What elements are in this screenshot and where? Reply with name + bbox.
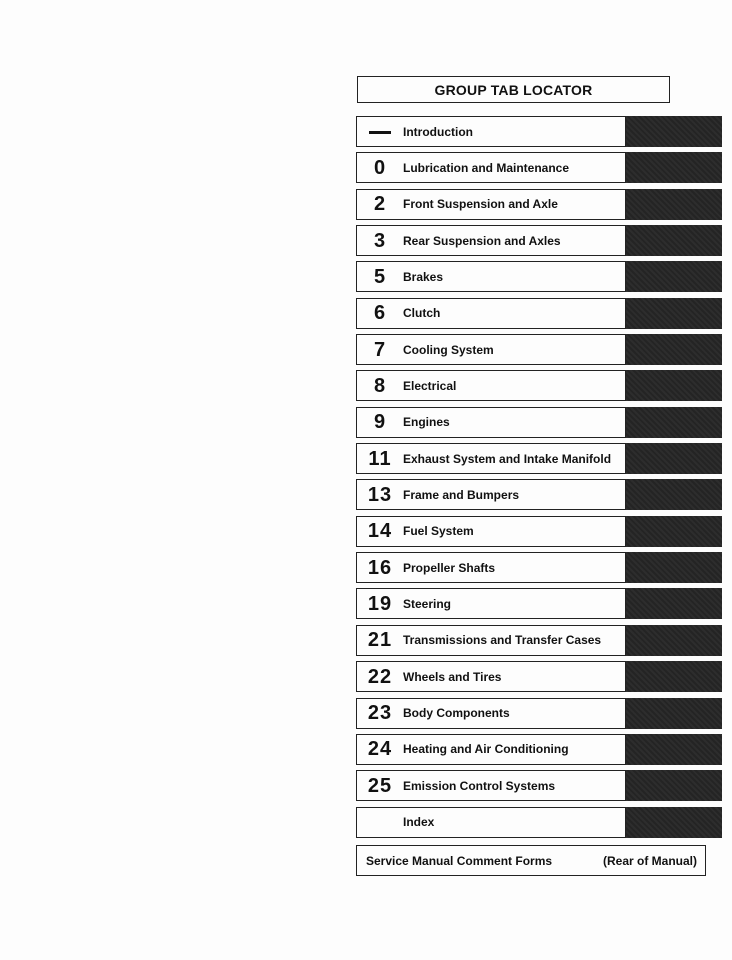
tab-number: 24 bbox=[367, 738, 393, 761]
tab-label-box bbox=[356, 588, 626, 619]
tab-wheels-and-tires[interactable] bbox=[356, 661, 722, 692]
comment-forms-location: (Rear of Manual) bbox=[602, 853, 697, 868]
tab-label: Introduction bbox=[403, 124, 473, 139]
tab-clutch[interactable] bbox=[356, 298, 722, 329]
tab-number: 23 bbox=[367, 702, 393, 724]
tab-label-box bbox=[356, 334, 626, 365]
tab-label: Index bbox=[403, 815, 435, 830]
tab-number: 13 bbox=[367, 483, 393, 506]
tab-marker-block bbox=[626, 516, 722, 547]
tab-label: Wheels and Tires bbox=[403, 669, 502, 684]
tab-label: Rear Suspension and Axles bbox=[403, 233, 561, 248]
tab-marker-block bbox=[626, 189, 722, 220]
tab-exhaust-system[interactable] bbox=[356, 443, 722, 474]
tab-brakes[interactable] bbox=[356, 261, 722, 292]
tab-marker-block bbox=[626, 661, 722, 692]
tab-label-box bbox=[356, 443, 626, 474]
tab-label: Electrical bbox=[403, 378, 457, 393]
tab-marker-block bbox=[626, 334, 722, 365]
tab-label-box bbox=[356, 298, 626, 329]
tab-label-box bbox=[356, 152, 626, 183]
tab-marker-block bbox=[626, 116, 722, 147]
tab-label-box bbox=[356, 225, 626, 256]
tab-marker-block bbox=[626, 298, 722, 329]
tab-marker-block bbox=[626, 698, 722, 729]
tab-marker-block bbox=[626, 443, 722, 474]
tab-label-box bbox=[356, 661, 626, 692]
tab-number: 0 bbox=[373, 156, 387, 179]
tab-engines[interactable] bbox=[356, 407, 722, 438]
tab-label: Transmissions and Transfer Cases bbox=[403, 633, 602, 648]
tab-marker-block bbox=[626, 588, 722, 619]
tab-number: 16 bbox=[367, 556, 393, 579]
tab-marker-block bbox=[626, 225, 722, 256]
tab-label-box bbox=[356, 625, 626, 656]
tab-number: 6 bbox=[373, 302, 387, 325]
tab-number: 19 bbox=[367, 592, 393, 615]
tab-front-suspension-and-axle[interactable] bbox=[356, 189, 722, 220]
comment-forms-label: Service Manual Comment Forms bbox=[366, 853, 553, 868]
tab-marker-block bbox=[626, 370, 722, 401]
tab-number: 11 bbox=[368, 447, 392, 470]
tab-label-box bbox=[356, 116, 626, 147]
tab-fuel-system[interactable] bbox=[356, 516, 722, 547]
tab-number: 2 bbox=[373, 193, 387, 216]
tab-steering[interactable] bbox=[356, 588, 722, 619]
tab-heating-and-air-conditioning[interactable] bbox=[356, 734, 722, 765]
tab-marker-block bbox=[626, 261, 722, 292]
page-title: GROUP TAB LOCATOR bbox=[357, 76, 670, 103]
tab-number: 22 bbox=[367, 665, 393, 688]
tab-number bbox=[357, 122, 403, 142]
tab-marker-block bbox=[626, 807, 722, 838]
tab-index[interactable] bbox=[356, 807, 722, 838]
tab-rear-suspension-and-axles[interactable] bbox=[356, 225, 722, 256]
tab-label: Steering bbox=[403, 596, 452, 611]
tab-transmissions[interactable] bbox=[356, 625, 722, 656]
tab-lubrication-and-maintenance[interactable] bbox=[356, 152, 722, 183]
tab-propeller-shafts[interactable] bbox=[356, 552, 722, 583]
tab-label: Emission Control Systems bbox=[403, 778, 556, 793]
tab-introduction[interactable] bbox=[356, 116, 722, 147]
tab-body-components[interactable] bbox=[356, 698, 722, 729]
tab-label: Frame and Bumpers bbox=[403, 487, 520, 502]
tab-frame-and-bumpers[interactable] bbox=[356, 479, 722, 510]
tab-number: 8 bbox=[373, 374, 387, 397]
tab-marker-block bbox=[626, 734, 722, 765]
tab-label-box bbox=[356, 734, 626, 765]
tab-cooling-system[interactable] bbox=[356, 334, 722, 365]
tab-label: Fuel System bbox=[403, 524, 474, 539]
tab-label-box bbox=[356, 479, 626, 510]
tab-marker-block bbox=[626, 770, 722, 801]
tab-number: 25 bbox=[367, 774, 393, 797]
tab-label: Brakes bbox=[403, 269, 444, 284]
tab-marker-block bbox=[626, 152, 722, 183]
tab-marker-block bbox=[626, 625, 722, 656]
dash-icon bbox=[369, 131, 391, 134]
tab-label-box bbox=[356, 261, 626, 292]
group-tab-list bbox=[356, 116, 722, 843]
tab-label-box bbox=[356, 407, 626, 438]
tab-label: Propeller Shafts bbox=[403, 560, 496, 575]
tab-label: Body Components bbox=[403, 706, 510, 720]
tab-number: 9 bbox=[373, 411, 387, 434]
tab-label: Clutch bbox=[403, 306, 441, 321]
tab-label-box bbox=[356, 770, 626, 801]
tab-label: Cooling System bbox=[403, 342, 494, 357]
tab-label-box bbox=[356, 189, 626, 220]
tab-marker-block bbox=[626, 552, 722, 583]
tab-emission-control-systems[interactable] bbox=[356, 770, 722, 801]
tab-label-box bbox=[356, 698, 626, 729]
tab-label: Exhaust System and Intake Manifold bbox=[403, 451, 612, 466]
tab-label-box bbox=[356, 552, 626, 583]
tab-label-box bbox=[356, 807, 626, 838]
tab-number: 21 bbox=[367, 629, 393, 652]
tab-number: 5 bbox=[373, 265, 387, 288]
tab-number: 7 bbox=[373, 338, 387, 361]
tab-label-box bbox=[356, 516, 626, 547]
tab-label: Heating and Air Conditioning bbox=[403, 742, 569, 757]
tab-number: 3 bbox=[373, 229, 387, 252]
tab-electrical[interactable] bbox=[356, 370, 722, 401]
tab-label: Lubrication and Maintenance bbox=[403, 160, 570, 175]
tab-label: Engines bbox=[403, 415, 450, 430]
tab-number: 14 bbox=[367, 520, 393, 543]
tab-marker-block bbox=[626, 407, 722, 438]
tab-label-box bbox=[356, 370, 626, 401]
tab-marker-block bbox=[626, 479, 722, 510]
tab-label: Front Suspension and Axle bbox=[403, 197, 558, 212]
comment-forms-box bbox=[356, 845, 706, 876]
